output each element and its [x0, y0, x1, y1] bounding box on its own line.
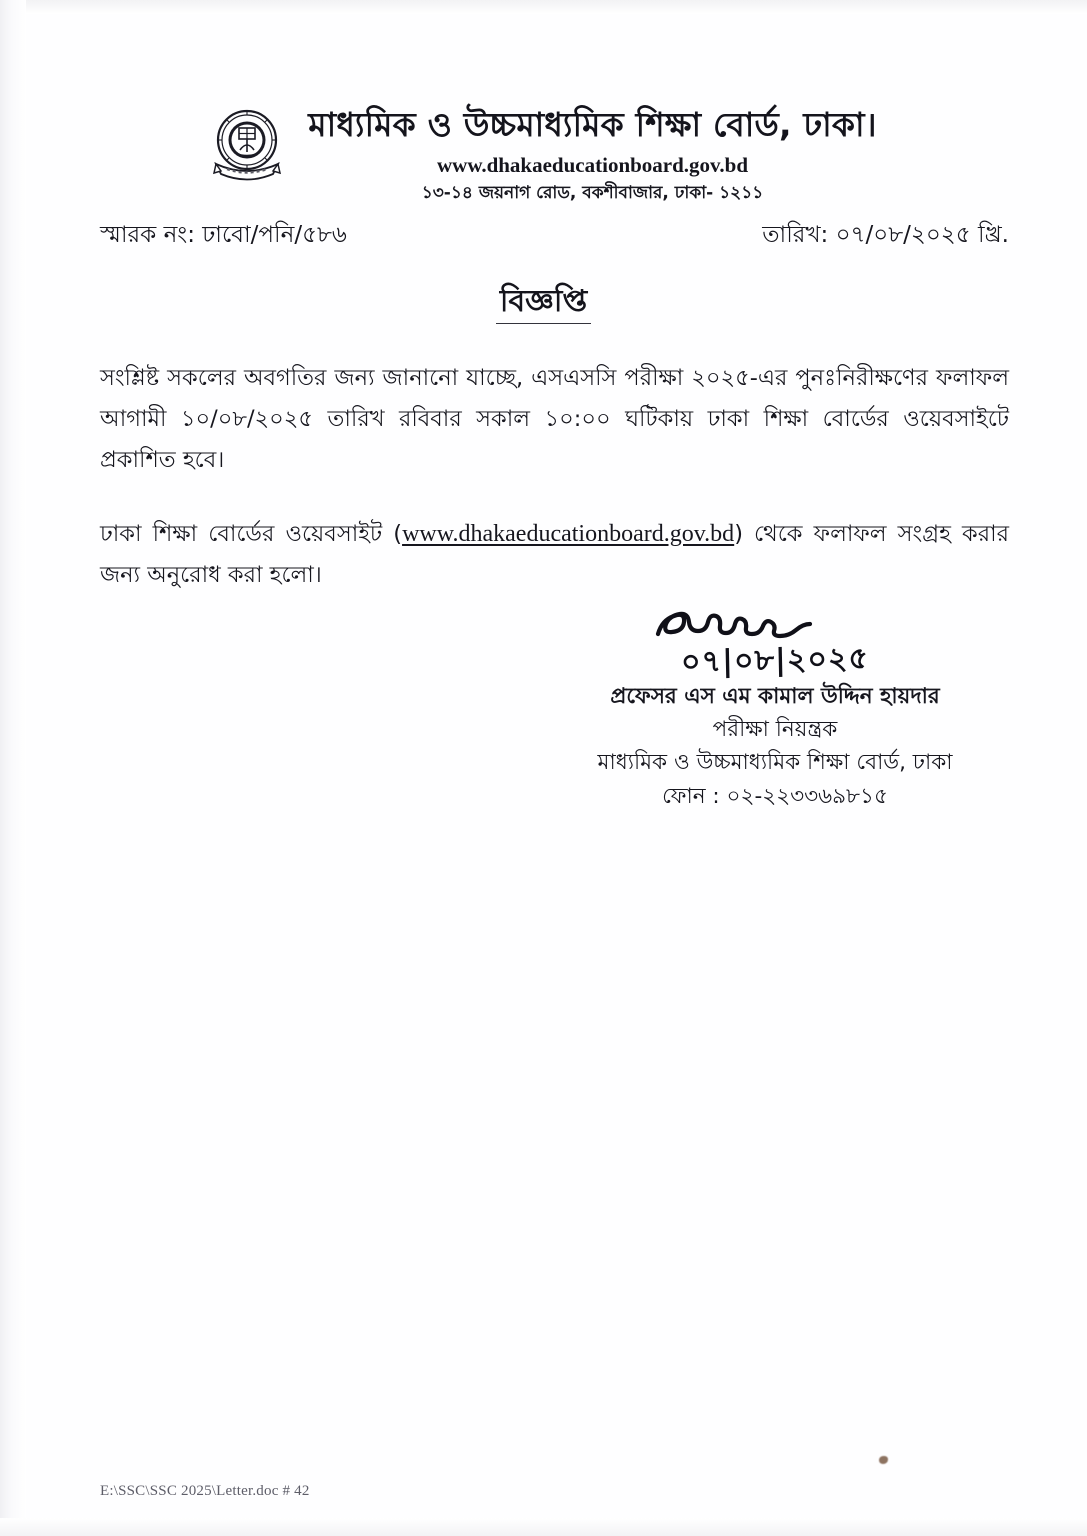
- signatory-designation: পরীক্ষা নিয়ন্ত্রক: [712, 717, 838, 742]
- paragraph-2-suffix: ) থেকে ফলাফল সংগ্রহ করার জন্য অনুরোধ করা হলো।: [100, 521, 1009, 588]
- page-title-text: বিজ্ঞপ্তি: [496, 284, 591, 324]
- letterhead: [0, 104, 1087, 205]
- signature-block: [540, 600, 1010, 814]
- paragraph-2-prefix: ঢাকা শিক্ষা বোর্ডের ওয়েবসাইট (: [100, 521, 403, 547]
- signatory-phone: ফোন : ০২-২২৩৩৬৯৮১৫: [662, 784, 888, 809]
- signatory-name: প্রফেসর এস এম কামাল উদ্দিন হায়দার: [610, 684, 940, 709]
- handwritten-date: ০৭|০৮|২০২৫: [680, 641, 870, 680]
- scan-speck: [879, 1456, 888, 1464]
- letterhead-row: [0, 104, 1087, 205]
- scan-edge-top: [0, 0, 1087, 14]
- memo-number: স্মারক নং: ঢাবো/পনি/৫৮৬: [100, 222, 347, 248]
- board-website-link[interactable]: www.dhakaeducationboard.gov.bd: [402, 521, 735, 547]
- scan-edge-bottom: [0, 1518, 1087, 1536]
- body-paragraph-2: [100, 514, 1009, 596]
- scan-edge-left: [0, 0, 26, 1536]
- notice-body: [100, 358, 1009, 596]
- signatory-office: মাধ্যমিক ও উচ্চমাধ্যমিক শিক্ষা বোর্ড, ঢাকা: [597, 750, 953, 775]
- memo-date: তারিখ: ০৭/০৮/২০২৫ খ্রি.: [762, 222, 1009, 248]
- body-paragraph-1: সংশ্লিষ্ট সকলের অবগতির জন্য জানানো যাচ্ছে, এসএসসি পরীক্ষা ২০২৫-এর পুনঃনিরীক্ষণের ফলাফল আগামী ১০/০৮/২০২৫ তারিখ রবিবার সকাল ১০:০০ ঘটিকায় ঢাকা শিক্ষা বোর্ডের ওয়েবসাইটে প্রকাশিত হবে।: [100, 365, 1009, 473]
- board-address: ১৩-১৪ জয়নাগ রোড, বকশীবাজার, ঢাকা- ১২১১: [421, 183, 764, 203]
- page-title: [0, 283, 1087, 321]
- memo-row: [100, 220, 1009, 250]
- board-name: মাধ্যমিক ও উচ্চমাধ্যমিক শিক্ষা বোর্ড, ঢাকা।: [308, 105, 877, 144]
- letterhead-text: [308, 104, 876, 205]
- board-website: www.dhakaeducationboard.gov.bd: [436, 153, 748, 177]
- footer-file-path: E:\SSC\SSC 2025\Letter.doc # 42: [100, 1483, 310, 1499]
- board-seal-emblem-icon: [210, 106, 284, 184]
